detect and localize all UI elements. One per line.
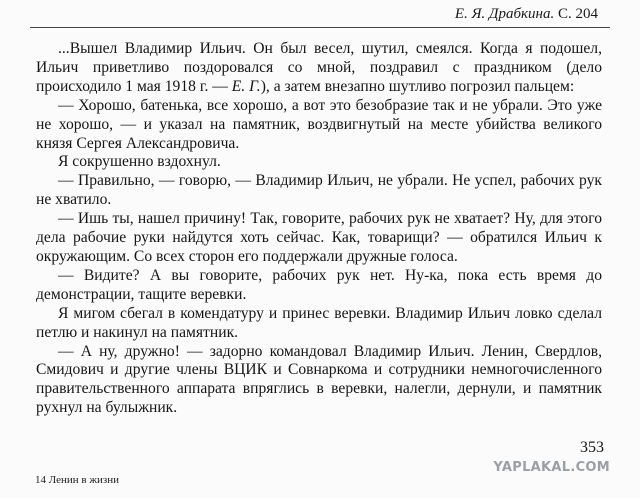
running-head (455, 6, 598, 23)
site-watermark: YAPLAKAL.COM (493, 460, 610, 475)
text-segment: — Видите? А вы говорите, рабочих рук нет. Ну-ка, пока есть время до демонстрации, тащите веревки. (36, 266, 602, 303)
running-head-author: Е. Я. Драбкина. (454, 6, 555, 22)
paragraph (36, 305, 602, 343)
text-segment: ...Вышел Владимир Ильич. Он был весел, шутил, смеялся. Когда я подошел, Ильич приветливо поздоровался со мной, поздравил с праздником (дело происходило 1 мая 1918 г. — (36, 40, 602, 95)
italic-text: Е. Г. (231, 77, 261, 95)
paragraph (36, 153, 602, 172)
page-number: 353 (580, 439, 604, 456)
text-segment: — Ишь ты, нашел причину! Так, говорите, рабочих рук не хватает? Ну, для этого дела рабочие руки найдутся хоть сейчас. Как, товарищи? — обратился Ильич к окружающим. Со всех сторон его поддержали дружные голоса. (36, 210, 602, 265)
paragraph (36, 172, 602, 210)
paragraph (36, 343, 602, 419)
text-segment: — А ну, дружно! — задорно командовал Владимир Ильич. Ленин, Свердлов, Смидович и другие члены ВЦИК и Совнаркома и сотрудники немногочисленного правительственного аппарата впряглись в веревки, налегли, дернули, и памятник рухнул на булыжник. (36, 342, 602, 417)
body-text (36, 40, 602, 418)
running-head-page-ref: С. 204 (554, 6, 598, 22)
header-rule (30, 27, 610, 28)
paragraph (36, 210, 602, 267)
text-segment: Я мигом сбегал в комендатуру и принес веревки. Владимир Ильич ловко сделал петлю и накинул на памятник. (36, 304, 602, 341)
printer-signature: 14 Ленин в жизни (35, 474, 119, 486)
text-segment: ), а затем внезапно шутливо погрозил пальцем: (260, 77, 575, 95)
paragraph (36, 97, 602, 154)
paragraph (36, 267, 602, 305)
paragraph (36, 40, 602, 97)
text-segment: Я сокрушенно вздохнул. (58, 153, 221, 171)
text-segment: — Правильно, — говорю, — Владимир Ильич, не убрали. Не успел, рабочих рук не хватило. (36, 172, 602, 209)
text-segment: — Хорошо, батенька, все хорошо, а вот это безобразие так и не убрали. Это уже не хорошо, — и указал на памятник, воздвигнутый на месте убийства великого князя Сергея Александровича. (36, 96, 602, 152)
